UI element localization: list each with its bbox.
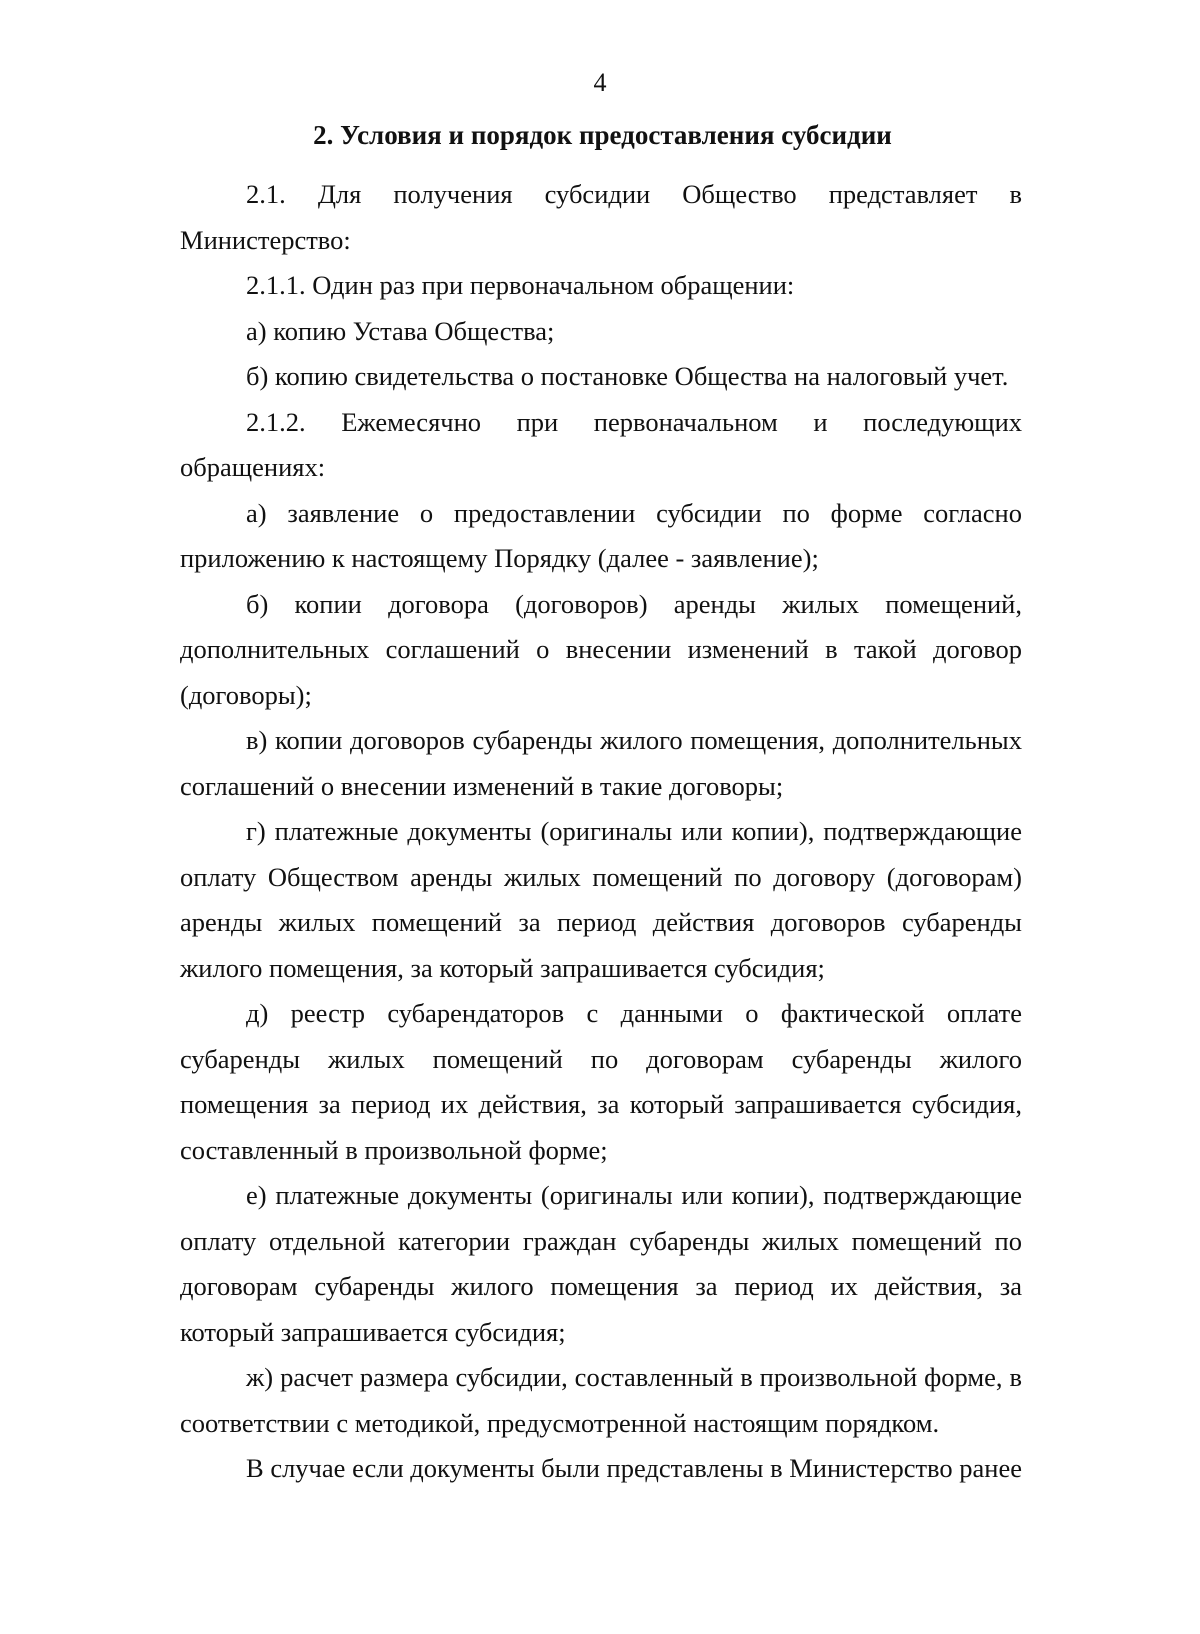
- page-number: 4: [593, 68, 607, 97]
- section-heading: 2. Условия и порядок предоставления субсидии: [313, 120, 892, 150]
- paragraph-2-1-1-a: а) копию Устава Общества;: [246, 315, 555, 346]
- paragraph-2-1-1-b: б) копию свидетельства о постановке Общества на налоговый учет.: [246, 361, 1009, 391]
- paragraph-2-1-2-a: а) заявление о предоставлении субсидии по форме согласно приложению к настоящему Порядку (далее - заявление);: [180, 497, 1022, 573]
- paragraph-2-1-2-g: г) платежные документы (оригиналы или копии), подтверждающие оплату Обществом аренды жилых помещений по договору (договорам) аренды жилых помещений за период действия договоров субаренды жилого помещения, за который запрашивается субсидия;: [180, 816, 1022, 983]
- paragraph-2-1-2-v: в) копии договоров субаренды жилого помещения, дополнительных соглашений о внесении изменений в такие договоры;: [180, 725, 1022, 801]
- paragraph-2-1-1: 2.1.1. Один раз при первоначальном обращении:: [246, 270, 795, 300]
- paragraph-2-1-2-d: д) реестр субарендаторов с данными о фактической оплате субаренды жилых помещений по договорам субаренды жилого помещения за период их действия, за который запрашивается субсидия, составленный в произвольной форме;: [180, 998, 1022, 1165]
- paragraph-2-1-2-b: б) копии договора (договоров) аренды жилых помещений, дополнительных соглашений о внесении изменений в такой договор (договоры);: [180, 588, 1022, 710]
- paragraph-2-1: 2.1. Для получения субсидии Общество представляет в Министерство:: [180, 179, 1022, 255]
- paragraph-2-1-2-e: е) платежные документы (оригиналы или копии), подтверждающие оплату отдельной категории граждан субаренды жилых помещений по договорам субаренды жилого помещения за период их действия, за который запрашивается субсидия;: [180, 1180, 1022, 1347]
- paragraph-2-1-2-zh: ж) расчет размера субсидии, составленный в произвольной форме, в соответствии с методикой, предусмотренной настоящим порядком.: [180, 1362, 1022, 1438]
- paragraph-2-1-2: 2.1.2. Ежемесячно при первоначальном и последующих обращениях:: [180, 406, 1022, 482]
- paragraph-closing: В случае если документы были представлены в Министерство ранее: [246, 1453, 1022, 1483]
- document-body: [180, 172, 1022, 1492]
